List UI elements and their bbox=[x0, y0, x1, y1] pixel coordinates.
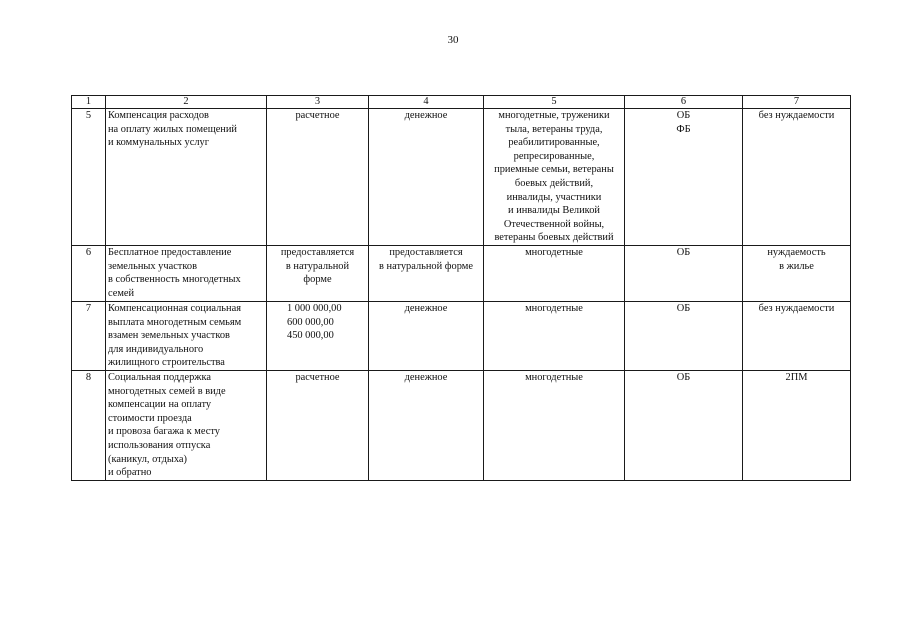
cell-line: семей bbox=[108, 287, 135, 299]
header-cell: 1 bbox=[72, 96, 106, 109]
form-cell bbox=[369, 301, 484, 370]
cell-line: денежное bbox=[404, 110, 448, 121]
row-number-cell: 8 bbox=[72, 370, 106, 480]
recipients-cell bbox=[484, 109, 625, 246]
cell-line: в жилье bbox=[779, 260, 814, 272]
cell-line: (каникул, отдыха) bbox=[108, 453, 187, 465]
cell-line: реабилитированные, bbox=[508, 137, 600, 149]
cell-line: многодетные, труженики bbox=[498, 110, 610, 121]
cell-line: денежное bbox=[404, 302, 448, 314]
row-number-cell: 5 bbox=[72, 109, 106, 246]
cell-line: компенсации на оплату bbox=[108, 399, 212, 411]
cell-line: в натуральной bbox=[285, 260, 350, 272]
recipients-cell bbox=[484, 301, 625, 370]
form-cell bbox=[369, 245, 484, 301]
table-row bbox=[72, 370, 851, 480]
cell-line: расчетное bbox=[295, 371, 340, 383]
table-header-row bbox=[72, 96, 851, 109]
cell-line: Компенсационная социальная bbox=[108, 302, 242, 314]
cell-line: без нуждаемости bbox=[758, 110, 835, 121]
cell-line: и обратно bbox=[108, 467, 152, 479]
recipients-cell bbox=[484, 245, 625, 301]
cell-line: форме bbox=[303, 274, 332, 286]
table-row bbox=[72, 301, 851, 370]
cell-line: предоставляется bbox=[280, 246, 355, 258]
cell-line: 600 000,00 bbox=[287, 316, 334, 328]
header-cell: 6 bbox=[625, 96, 743, 109]
amount-cell bbox=[267, 370, 369, 480]
row-number-cell: 7 bbox=[72, 301, 106, 370]
header-cell: 7 bbox=[743, 96, 851, 109]
benefit-name-cell bbox=[106, 245, 267, 301]
cell-line: ОБ bbox=[676, 110, 691, 121]
need-criteria-cell bbox=[743, 109, 851, 246]
cell-line: многодетные bbox=[525, 302, 583, 314]
cell-line: выплата многодетным семьям bbox=[108, 316, 242, 328]
benefit-name-cell bbox=[106, 109, 267, 246]
cell-line: использования отпуска bbox=[108, 439, 211, 451]
cell-line: 450 000,00 bbox=[287, 330, 334, 342]
budget-cell bbox=[625, 109, 743, 246]
cell-line: в собственность многодетных bbox=[108, 274, 241, 286]
cell-line: 2ПМ bbox=[785, 371, 808, 383]
budget-cell bbox=[625, 301, 743, 370]
cell-line: ОБ bbox=[676, 302, 691, 314]
cell-line: ФБ bbox=[676, 123, 691, 135]
table-row bbox=[72, 109, 851, 246]
cell-line: Компенсация расходов bbox=[108, 110, 209, 121]
form-cell bbox=[369, 370, 484, 480]
budget-cell bbox=[625, 245, 743, 301]
header-cell: 3 bbox=[267, 96, 369, 109]
cell-line: ОБ bbox=[676, 371, 691, 383]
amount-cell bbox=[267, 245, 369, 301]
cell-line: предоставляется bbox=[389, 246, 463, 258]
cell-line: многодетные bbox=[525, 246, 583, 258]
cell-line: Бесплатное предоставление bbox=[108, 246, 232, 258]
header-cell: 2 bbox=[106, 96, 267, 109]
cell-line: нуждаемость bbox=[767, 246, 826, 258]
benefit-name-cell bbox=[106, 301, 267, 370]
cell-line: для индивидуального bbox=[108, 343, 204, 355]
cell-line: Социальная поддержка bbox=[108, 371, 211, 383]
cell-line: расчетное bbox=[295, 110, 340, 121]
cell-line: приемные семьи, ветераны bbox=[494, 164, 614, 176]
cell-line: и провоза багажа к месту bbox=[108, 426, 220, 438]
header-cell: 4 bbox=[369, 96, 484, 109]
cell-line: репресированные, bbox=[513, 150, 595, 162]
cell-line: Отечественной войны, bbox=[503, 218, 605, 230]
cell-line: взамен земельных участков bbox=[108, 330, 230, 342]
cell-line: жилищного строительства bbox=[108, 357, 225, 369]
recipients-cell bbox=[484, 370, 625, 480]
cell-line: многодетных семей в виде bbox=[108, 385, 226, 397]
benefits-table bbox=[71, 95, 851, 481]
cell-line: ветераны боевых действий bbox=[494, 232, 614, 244]
row-number-cell: 6 bbox=[72, 245, 106, 301]
amount-cell bbox=[267, 301, 369, 370]
table-row bbox=[72, 245, 851, 301]
need-criteria-cell bbox=[743, 301, 851, 370]
cell-line: стоимости проезда bbox=[108, 412, 192, 424]
benefit-name-cell bbox=[106, 370, 267, 480]
cell-line: и коммунальных услуг bbox=[108, 137, 209, 149]
form-cell bbox=[369, 109, 484, 246]
cell-line: 1 000 000,00 bbox=[287, 302, 342, 314]
need-criteria-cell bbox=[743, 245, 851, 301]
cell-line: боевых действий, bbox=[514, 177, 594, 189]
amount-cell bbox=[267, 109, 369, 246]
budget-cell bbox=[625, 370, 743, 480]
header-cell: 5 bbox=[484, 96, 625, 109]
cell-line: без нуждаемости bbox=[758, 302, 835, 314]
page-number: 30 bbox=[447, 34, 459, 46]
need-criteria-cell bbox=[743, 370, 851, 480]
cell-line: на оплату жилых помещений bbox=[108, 123, 237, 135]
cell-line: в натуральной форме bbox=[379, 260, 473, 272]
cell-line: и инвалиды Великой bbox=[508, 205, 600, 217]
cell-line: многодетные bbox=[525, 371, 583, 383]
cell-line: земельных участков bbox=[108, 260, 197, 272]
cell-line: ОБ bbox=[676, 246, 691, 258]
cell-line: инвалиды, участники bbox=[506, 191, 602, 203]
cell-line: тыла, ветераны труда, bbox=[505, 123, 603, 135]
cell-line: денежное bbox=[404, 371, 448, 383]
